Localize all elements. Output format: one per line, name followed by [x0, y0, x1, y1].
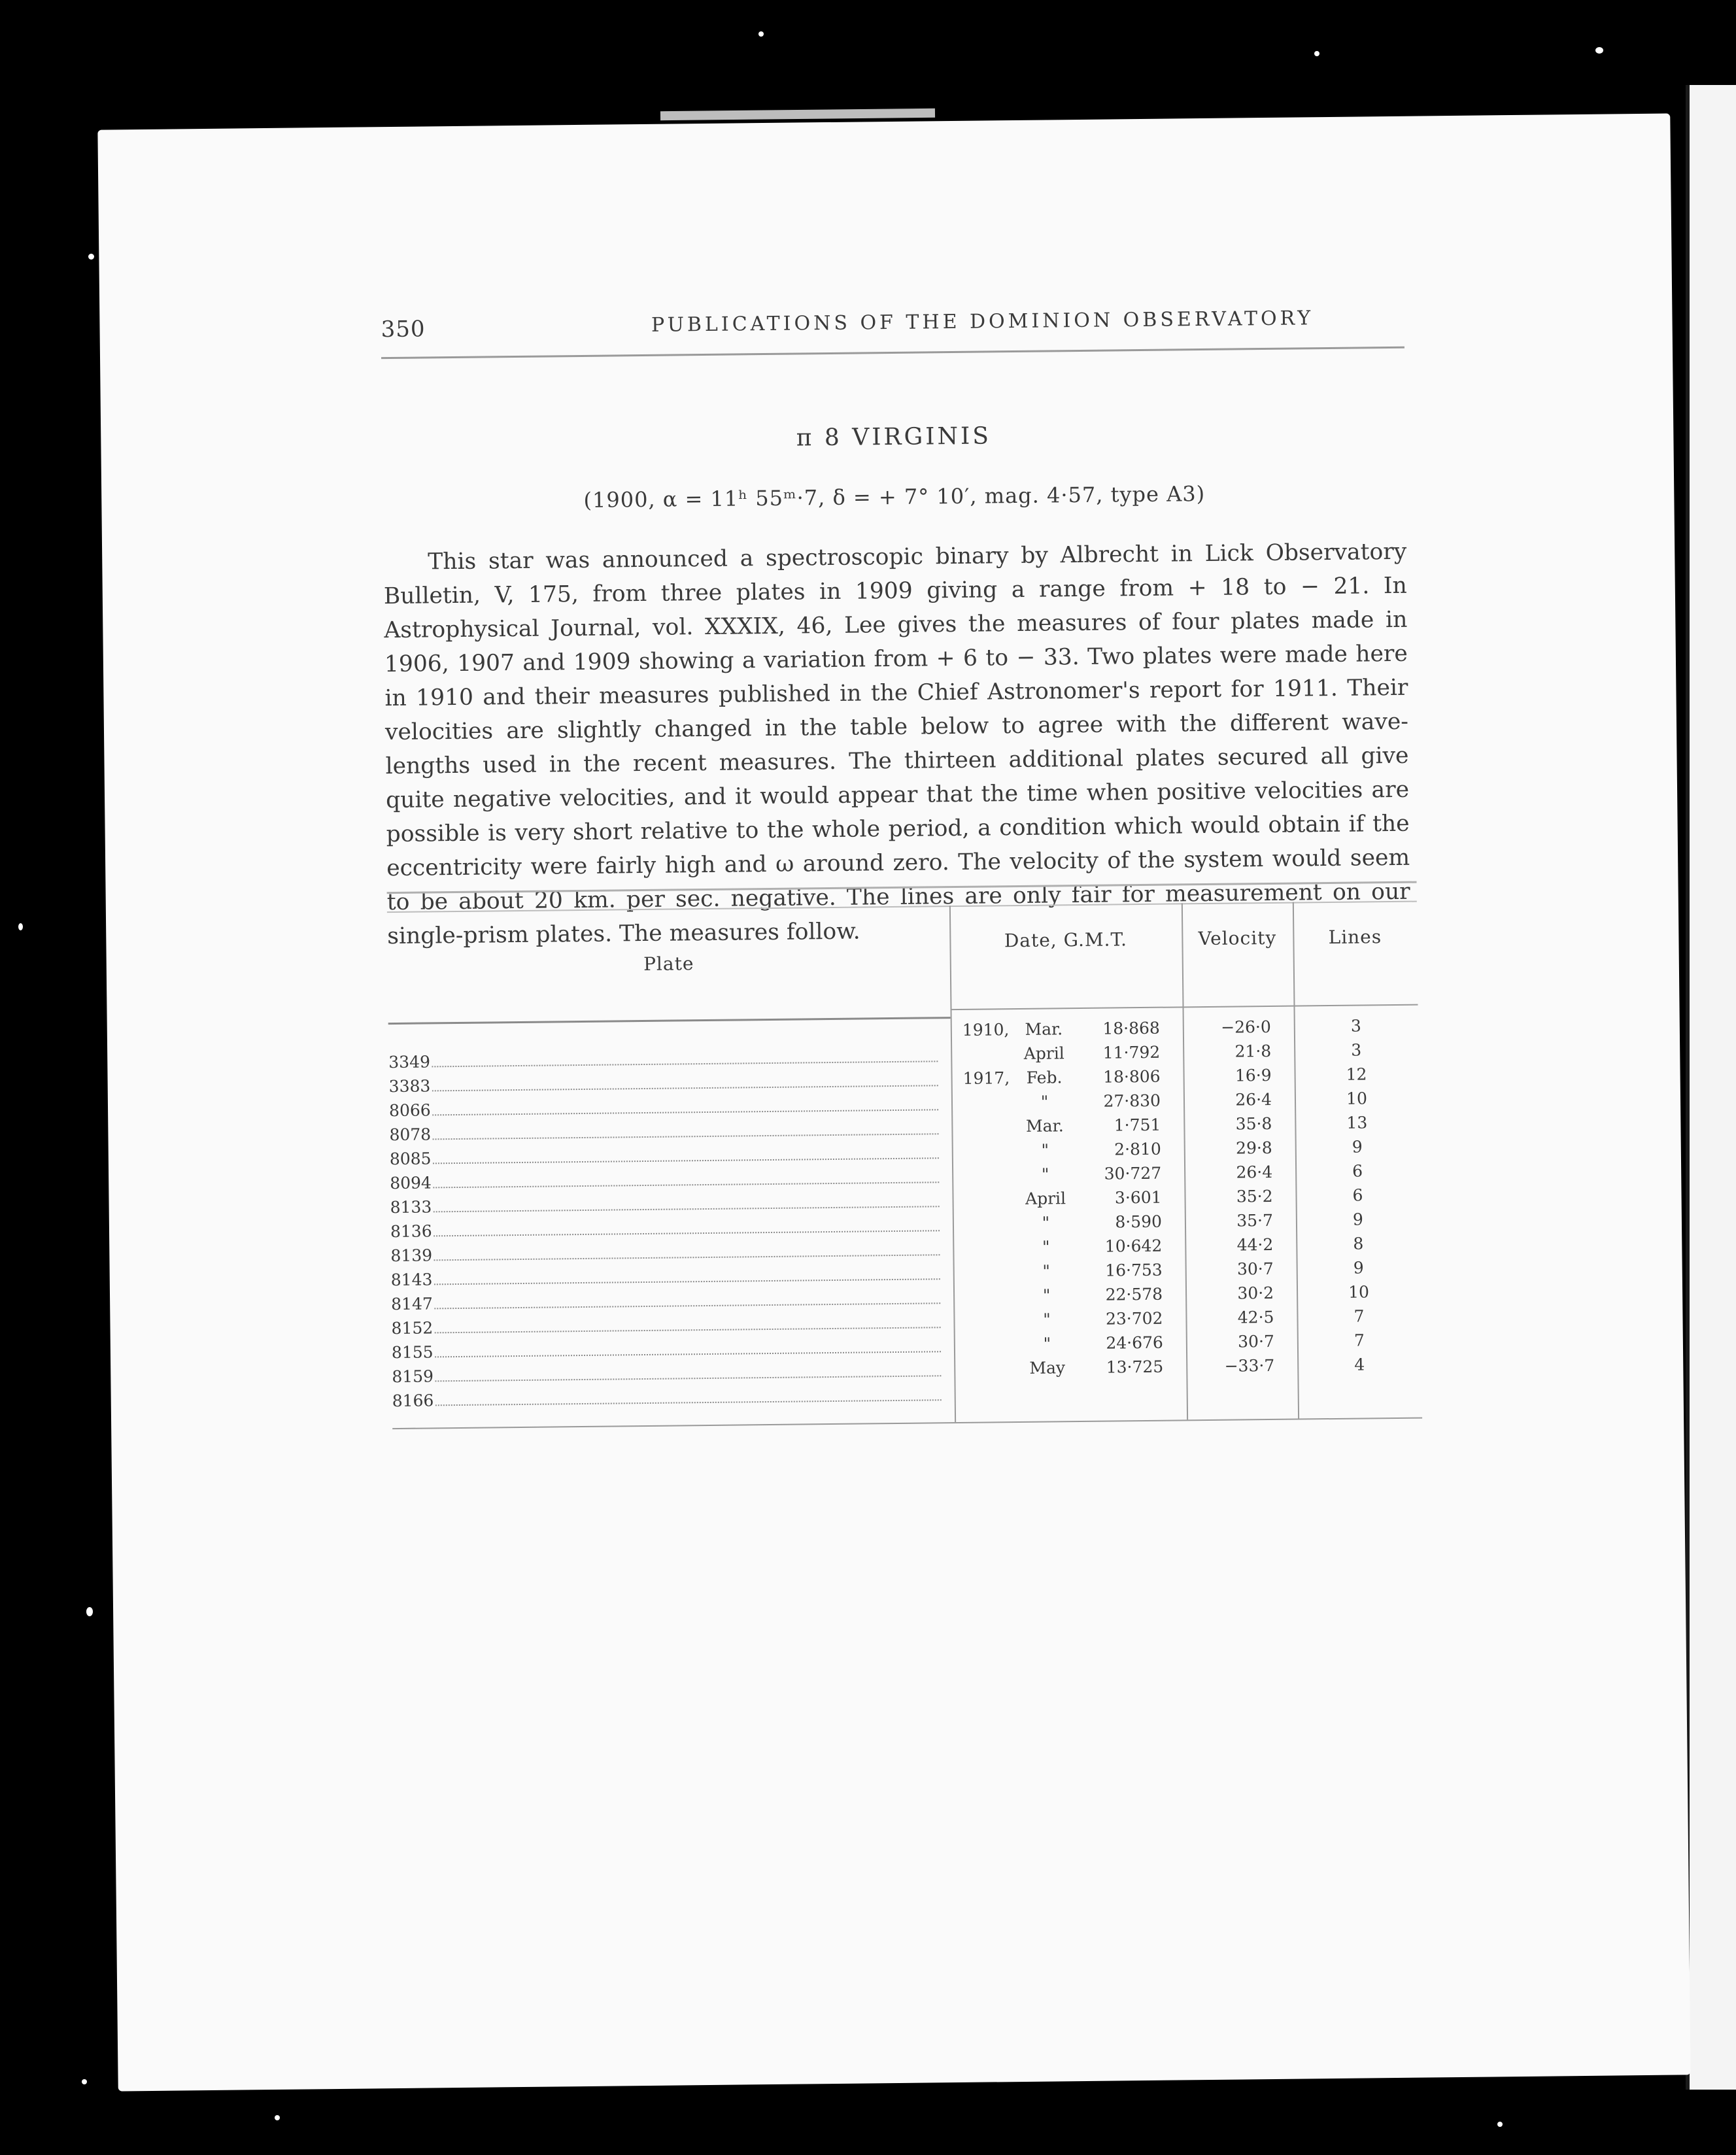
day-cell: 13·725 — [1106, 1357, 1164, 1377]
page-number: 350 — [381, 316, 426, 343]
scan-speck — [1497, 2122, 1503, 2127]
lines-cell: 8 — [1353, 1234, 1364, 1253]
month-cell: " — [1043, 1310, 1051, 1329]
column-header-plate: Plate — [643, 953, 694, 976]
star-coordinates: (1900, α = 11ʰ 55ᵐ·7, δ = + 7° 10′, mag. 4·57, type A3) — [583, 481, 1206, 513]
month-cell: " — [1040, 1092, 1049, 1111]
table-head-rule — [387, 901, 1417, 913]
lines-cell: 4 — [1354, 1355, 1365, 1374]
lines-cell: 7 — [1353, 1331, 1365, 1350]
velocity-cell: 26·4 — [1235, 1089, 1272, 1110]
table-row — [954, 1355, 1421, 1383]
scan-speck — [88, 254, 94, 260]
scan-speck — [758, 31, 764, 37]
plate-number: 8155 — [391, 1342, 434, 1363]
day-cell: 3·601 — [1114, 1187, 1162, 1208]
body-paragraph: This star was announced a spectroscopic binary by Albrecht in Lick Observatory Bulletin, V, 175, from three plates in 1909 giving a range from + 18 to − 21. In Astrophysical Journal, vol. XXXIX, 46, Lee gives the measures of four plates made in 1906, 1907 and 1909 showing a variation from + 6 to − 33. Two plates were made here in 1910 and their measures published in the Chief Astronomer's report for 1911. Their velocities are slightly changed in the table below to agree with the different wave-lengths used in the recent measures. The thirteen additional plates secured all give quite negative velocities, and it would appear that the time when positive velocities are possible is very short relative to the whole period, a condition which would obtain if the eccentricity were fairly high and ω around zero. The velocity of the system would seem to be about 20 km. per sec. negative. The lines are only fair for measurement on our single-prism plates. The measures follow. — [383, 538, 1410, 950]
year-cell — [964, 1141, 1016, 1142]
scan-speck — [82, 2079, 87, 2084]
month-cell: " — [1042, 1213, 1050, 1232]
day-cell: 24·676 — [1106, 1332, 1164, 1353]
scan-speck — [1314, 51, 1319, 56]
velocity-cell: 44·2 — [1236, 1234, 1274, 1255]
measures-table — [387, 881, 1423, 1428]
plate-number: 8078 — [389, 1125, 432, 1145]
year-cell: 1917, — [962, 1068, 1010, 1088]
table-subhead-rule — [951, 1004, 1418, 1010]
plate-number: 8143 — [390, 1270, 433, 1290]
year-cell — [964, 1165, 1016, 1166]
plate-number: 8094 — [390, 1173, 432, 1193]
year-cell — [966, 1334, 1018, 1335]
velocity-cell: 35·8 — [1235, 1113, 1272, 1134]
day-cell: 23·702 — [1105, 1308, 1163, 1329]
lines-cell: 6 — [1352, 1185, 1363, 1205]
day-cell: 8·590 — [1115, 1212, 1163, 1232]
lines-cell: 3 — [1350, 1016, 1361, 1036]
velocity-cell: 35·7 — [1236, 1210, 1274, 1230]
month-cell: " — [1041, 1164, 1049, 1184]
plate-number: 8133 — [390, 1197, 432, 1217]
day-cell: 10·642 — [1104, 1236, 1163, 1256]
lines-cell: 12 — [1346, 1064, 1367, 1084]
year-cell — [964, 1213, 1017, 1214]
month-cell: " — [1042, 1285, 1051, 1305]
year-cell — [965, 1286, 1017, 1287]
plate-number: 8159 — [392, 1366, 434, 1387]
day-cell: 27·830 — [1103, 1091, 1161, 1111]
day-cell: 2·810 — [1114, 1139, 1161, 1159]
plate-row — [392, 1380, 955, 1410]
plate-number: 8147 — [391, 1294, 433, 1314]
plate-number: 8085 — [389, 1149, 432, 1169]
plate-number: 8139 — [390, 1246, 433, 1266]
velocity-cell: 21·8 — [1234, 1041, 1272, 1061]
scan-speck — [275, 2115, 280, 2120]
month-cell: April — [1023, 1044, 1064, 1063]
day-cell: 16·753 — [1105, 1260, 1163, 1280]
dot-leader — [435, 1399, 941, 1406]
scan-speck — [18, 923, 23, 930]
lines-cell: 3 — [1351, 1040, 1362, 1060]
year-cell — [965, 1262, 1017, 1263]
month-cell: Mar. — [1025, 1116, 1064, 1136]
column-header-date: Date, G.M.T. — [1004, 928, 1128, 952]
lines-cell: 9 — [1352, 1137, 1363, 1157]
month-cell: " — [1041, 1140, 1049, 1160]
month-cell: April — [1025, 1189, 1066, 1208]
column-header-lines: Lines — [1328, 926, 1382, 949]
section-title: π 8 VIRGINIS — [796, 422, 992, 452]
month-cell: Feb. — [1026, 1068, 1063, 1087]
year-cell — [964, 1189, 1016, 1190]
velocity-cell: 26·4 — [1236, 1162, 1273, 1182]
velocity-cell: −26·0 — [1221, 1017, 1271, 1037]
day-cell: 18·868 — [1102, 1018, 1160, 1038]
day-cell: 30·727 — [1104, 1163, 1162, 1183]
header-rule — [381, 347, 1404, 359]
velocity-cell: 35·2 — [1236, 1186, 1273, 1206]
velocity-cell: 42·5 — [1237, 1307, 1274, 1327]
lines-cell: 13 — [1346, 1113, 1368, 1132]
month-cell: Mar. — [1025, 1019, 1063, 1039]
scan-speck — [1595, 47, 1603, 54]
velocity-cell: 16·9 — [1234, 1065, 1272, 1085]
column-header-velocity: Velocity — [1198, 926, 1277, 950]
day-cell: 18·806 — [1102, 1066, 1161, 1087]
lines-cell: 10 — [1348, 1282, 1370, 1302]
scan-speck — [86, 1607, 93, 1616]
underlying-page-strip — [660, 109, 935, 120]
table-bottom-rule — [392, 1417, 1422, 1429]
year-cell — [965, 1310, 1017, 1311]
lines-cell: 9 — [1353, 1258, 1364, 1278]
plate-number: 8152 — [391, 1318, 434, 1338]
lines-cell: 7 — [1353, 1306, 1365, 1326]
plate-number: 8066 — [388, 1100, 431, 1121]
year-cell — [962, 1044, 1015, 1045]
year-cell: 1910, — [962, 1020, 1010, 1040]
velocity-cell: −33·7 — [1224, 1355, 1275, 1376]
velocity-cell: 30·7 — [1236, 1259, 1274, 1279]
month-cell: " — [1042, 1237, 1050, 1257]
day-cell: 11·792 — [1102, 1042, 1161, 1062]
document-page — [97, 113, 1690, 2091]
plate-number: 3383 — [388, 1076, 431, 1096]
plate-number: 8166 — [392, 1391, 434, 1411]
table-stub-rule — [388, 1017, 951, 1025]
velocity-cell: 30·2 — [1237, 1283, 1274, 1303]
day-cell: 1·751 — [1114, 1115, 1161, 1135]
velocity-cell: 30·7 — [1238, 1331, 1275, 1351]
month-cell: " — [1043, 1334, 1051, 1353]
lines-cell: 6 — [1352, 1161, 1363, 1181]
running-head: PUBLICATIONS OF THE DOMINION OBSERVATORY — [651, 307, 1314, 337]
velocity-cell: 29·8 — [1235, 1138, 1272, 1158]
lines-cell: 9 — [1352, 1210, 1364, 1229]
month-cell: May — [1029, 1358, 1066, 1378]
plate-number: 3349 — [388, 1052, 431, 1072]
facing-page-edge — [1686, 85, 1736, 2090]
day-cell: 22·578 — [1105, 1284, 1163, 1304]
month-cell: " — [1042, 1261, 1051, 1281]
lines-cell: 10 — [1346, 1089, 1368, 1108]
plate-number: 8136 — [390, 1221, 432, 1242]
